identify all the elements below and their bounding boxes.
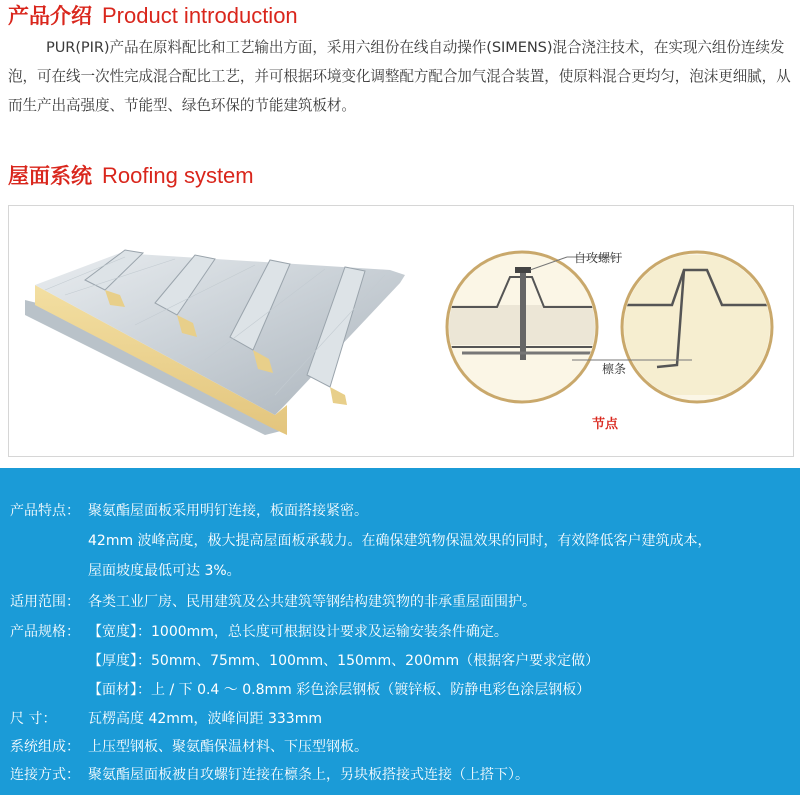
connect-label: 连接方式： — [10, 767, 80, 783]
callout-purlin: 檩条 — [602, 362, 627, 376]
features-line-1: 聚氨酯屋面板采用明钉连接，板面搭接紧密。 — [88, 503, 368, 519]
features-line-2: 42mm 波峰高度，极大提高屋面板承载力。在确保建筑物保温效果的同时，有效降低客户建筑成本， — [88, 533, 712, 549]
roofing-heading-en: Roofing system — [102, 163, 254, 188]
system-text: 上压型钢板、聚氨酯保温材料、下压型钢板。 — [88, 739, 368, 755]
scope-text: 各类工业厂房、民用建筑及公共建筑等钢结构建筑物的非承重屋面围护。 — [88, 594, 536, 610]
size-text: 瓦楞高度 42mm，波峰间距 333mm — [88, 711, 322, 727]
roof-panel-image — [25, 245, 410, 435]
intro-heading-en: Product introduction — [102, 3, 298, 28]
callout-screw: 自攻螺钉 — [574, 251, 623, 265]
connect-text: 聚氨酯屋面板被自攻螺钉连接在檩条上，另块板搭接式连接（上搭下）。 — [88, 767, 529, 783]
size-label: 尺 寸： — [10, 711, 57, 727]
scope-label: 适用范围： — [10, 594, 80, 610]
spec-width: 【宽度】：1000mm，总长度可根据设计要求及运输安装条件确定。 — [88, 624, 508, 640]
intro-paragraph: PUR(PIR)产品在原料配比和工艺输出方面，采用六组份在线自动操作(SIMENS)混合浇注技术，在实现六组份连续发泡，可在线一次性完成混合配比工艺，并可根据环境变化调整配方配合加气混合装置，使原料混合更均匀，泡沫更细腻，从而生产出高强度、节能型、绿色环保的节能建筑板材。 — [8, 39, 791, 114]
joint-detail-drawing — [432, 215, 777, 440]
spec-face: 【面材】：上 / 下 0.4 ～ 0.8mm 彩色涂层钢板（镀锌板、防静电彩色涂层钢板） — [88, 682, 591, 698]
spec-label: 产品规格： — [10, 624, 80, 640]
spec-thickness: 【厚度】：50mm、75mm、100mm、150mm、200mm（根据客户要求定做） — [88, 653, 600, 669]
roofing-heading — [8, 160, 254, 190]
features-label: 产品特点： — [10, 503, 80, 519]
roofing-heading-cn: 屋面系统 — [8, 164, 92, 188]
specs-panel — [0, 468, 800, 795]
features-line-3: 屋面坡度最低可达 3%。 — [88, 563, 241, 579]
system-label: 系统组成： — [10, 739, 80, 755]
intro-heading-cn: 产品介绍 — [8, 4, 92, 28]
intro-heading — [8, 0, 298, 30]
node-label: 节点 — [592, 417, 619, 432]
